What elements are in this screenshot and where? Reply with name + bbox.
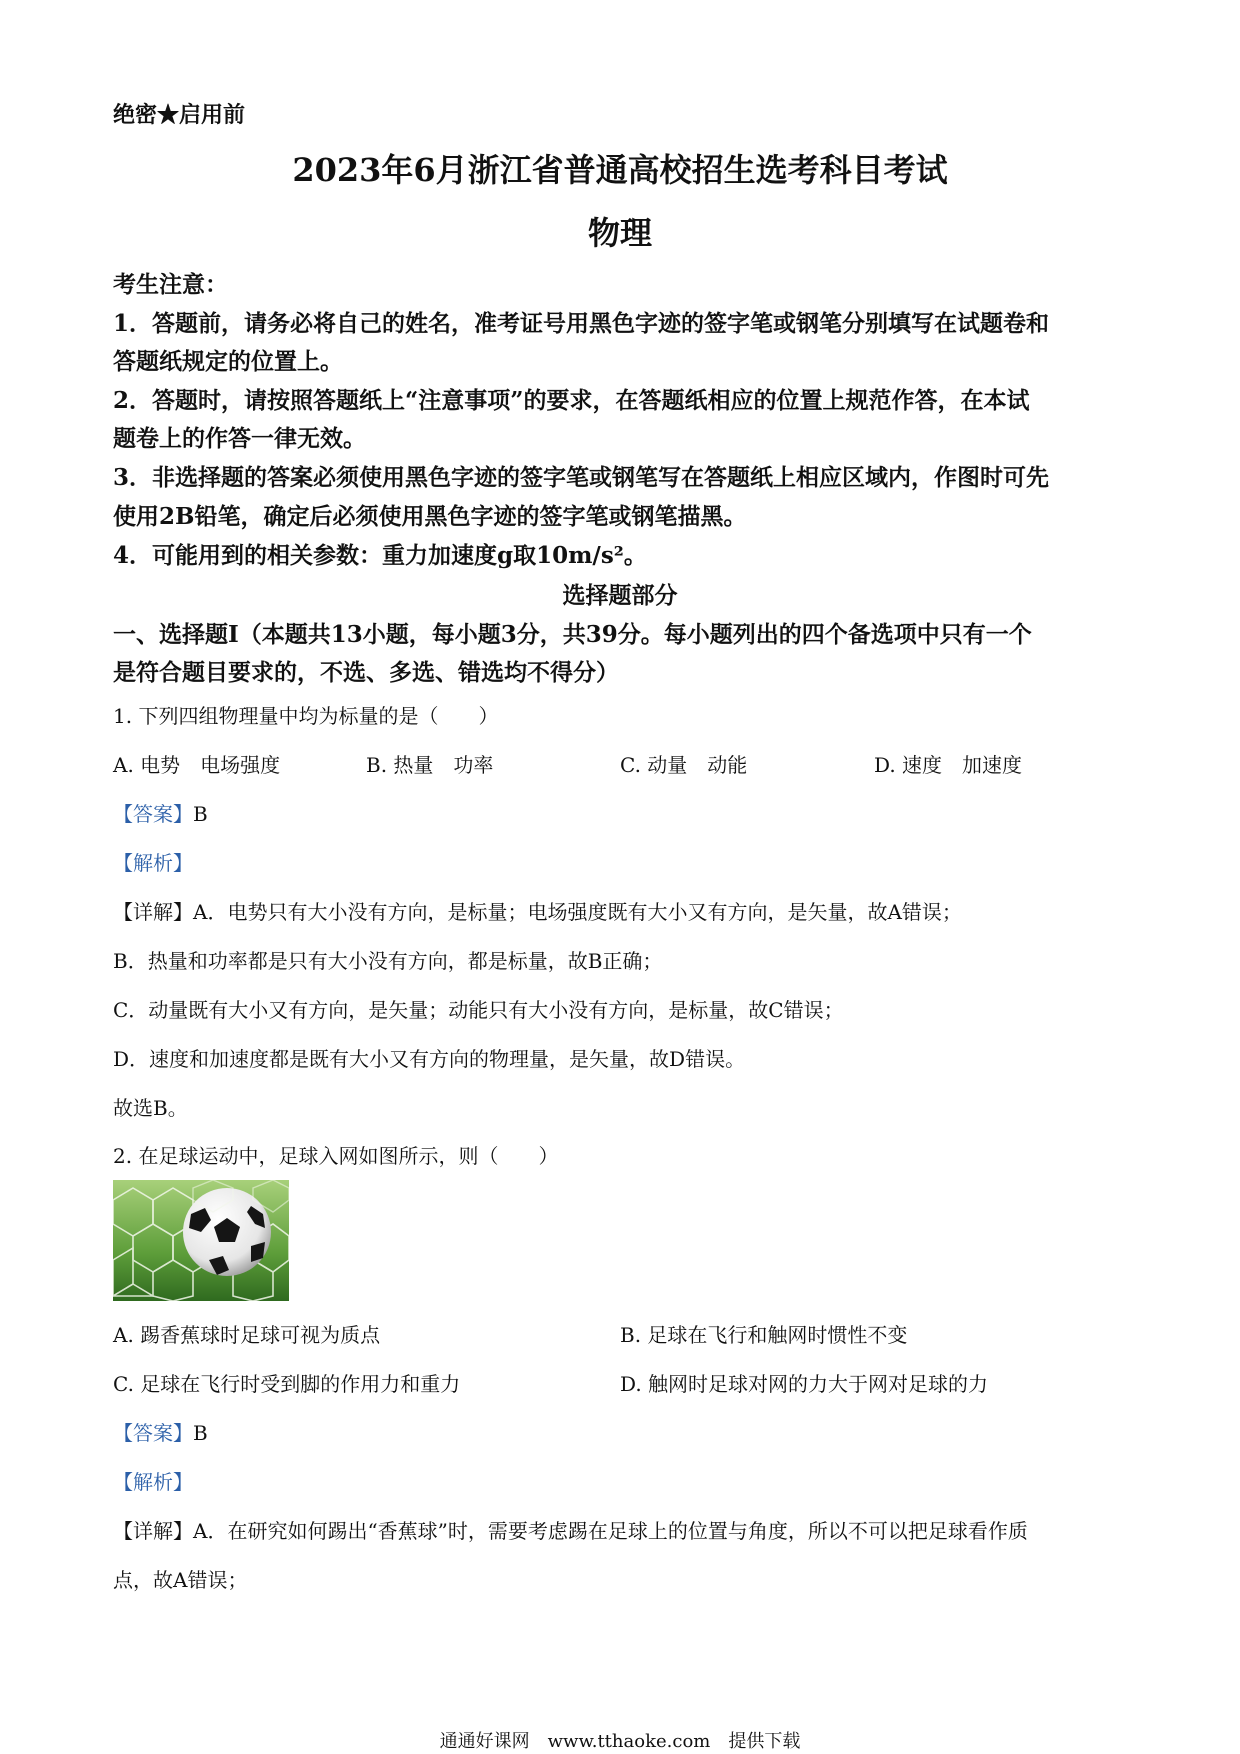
page-footer: 通通好课网 www.tthaoke.com 提供下载 xyxy=(439,1731,801,1752)
subject-title: 物理 xyxy=(587,214,652,252)
notice-line: 2．答题时，请按照答题纸上“注意事项”的要求，在答题纸相应的位置上规范作答，在本试 xyxy=(113,387,1030,414)
answer-value: B xyxy=(193,1421,208,1445)
q1-answer xyxy=(113,798,208,827)
q1-option-d: D. 速度 加速度 xyxy=(874,753,1023,777)
q1-option-b: B. 热量 功率 xyxy=(366,753,494,777)
q1-option-c: C. 动量 动能 xyxy=(620,753,748,777)
exam-title: 2023年6月浙江省普通高校招生选考科目考试 xyxy=(292,151,948,189)
question-1-stem: 1. 下列四组物理量中均为标量的是（ ） xyxy=(113,704,499,728)
notice-line: 4．可能用到的相关参数：重力加速度g取10m/s²。 xyxy=(113,542,647,569)
answer-tag: 【答案】 xyxy=(113,802,193,826)
notice-heading: 考生注意： xyxy=(113,271,228,298)
part-title-line1: 一、选择题Ⅰ（本题共13小题，每小题3分，共39分。每小题列出的四个备选项中只有一个 xyxy=(113,621,1032,648)
q1-detail-line: C．动量既有大小又有方向，是矢量；动能只有大小没有方向，是标量，故C错误； xyxy=(113,998,844,1022)
notice-line: 答题纸规定的位置上。 xyxy=(113,348,343,375)
q1-option-a: A. 电势 电场强度 xyxy=(113,753,281,777)
section-title: 选择题部分 xyxy=(562,582,678,609)
q2-detail-line: 点，故A错误； xyxy=(113,1568,248,1592)
q1-detail-line: 【详解】A．电势只有大小没有方向，是标量；电场强度既有大小又有方向，是矢量，故A错误； xyxy=(113,900,962,924)
q2-analysis-tag: 【解析】 xyxy=(113,1470,193,1494)
q2-option-a: A. 踢香蕉球时足球可视为质点 xyxy=(113,1323,381,1347)
part-title-line2: 是符合题目要求的，不选、多选、错选均不得分） xyxy=(113,659,619,686)
answer-value: B xyxy=(193,802,208,826)
notice-line: 1．答题前，请务必将自己的姓名，准考证号用黑色字迹的签字笔或钢笔分别填写在试题卷和 xyxy=(113,310,1050,337)
q2-option-d: D. 触网时足球对网的力大于网对足球的力 xyxy=(620,1372,989,1396)
notice-line: 使用2B铅笔，确定后必须使用黑色字迹的签字笔或钢笔描黑。 xyxy=(113,503,747,530)
q1-detail-line: D．速度和加速度都是既有大小又有方向的物理量，是矢量，故D错误。 xyxy=(113,1047,746,1071)
q2-detail-line: 【详解】A．在研究如何踢出“香蕉球”时，需要考虑踢在足球上的位置与角度，所以不可以把足球看作质 xyxy=(113,1519,1028,1543)
answer-tag: 【答案】 xyxy=(113,1421,193,1445)
q1-detail-line: B．热量和功率都是只有大小没有方向，都是标量，故B正确； xyxy=(113,949,663,973)
notice-line: 题卷上的作答一律无效。 xyxy=(113,425,366,452)
q1-conclusion: 故选B。 xyxy=(113,1096,188,1120)
q2-option-c: C. 足球在飞行时受到脚的作用力和重力 xyxy=(113,1372,461,1396)
q1-analysis-tag: 【解析】 xyxy=(113,851,193,875)
q2-option-b: B. 足球在飞行和触网时惯性不变 xyxy=(620,1323,908,1347)
question-2-stem: 2. 在足球运动中，足球入网如图所示，则（ ） xyxy=(113,1144,559,1168)
notice-line: 3．非选择题的答案必须使用黑色字迹的签字笔或钢笔写在答题纸上相应区域内，作图时可先 xyxy=(113,464,1050,491)
q2-answer xyxy=(113,1417,208,1446)
confidential-mark: 绝密★启用前 xyxy=(113,102,246,128)
soccer-ball-net-image xyxy=(113,1180,289,1301)
